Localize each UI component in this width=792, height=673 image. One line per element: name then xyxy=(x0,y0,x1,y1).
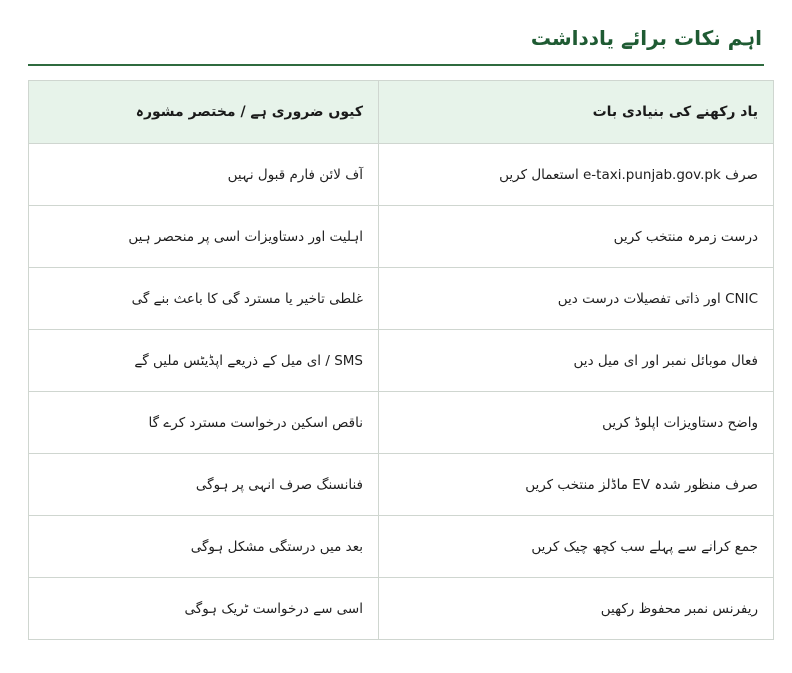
row-point-cell: ریفرنس نمبر محفوظ رکھیں xyxy=(379,578,774,640)
table-row xyxy=(29,454,774,516)
table-header-row xyxy=(29,81,774,144)
table-row xyxy=(29,516,774,578)
table-row xyxy=(29,144,774,206)
key-points-table xyxy=(28,80,774,640)
row-advice-cell: SMS / ای میل کے ذریعے اپڈیٹس ملیں گے xyxy=(29,330,379,392)
table-row xyxy=(29,330,774,392)
row-advice-cell: بعد میں درستگی مشکل ہوگی xyxy=(29,516,379,578)
heading-divider xyxy=(28,64,764,66)
table-row xyxy=(29,206,774,268)
row-advice-cell: اہلیت اور دستاویزات اسی پر منحصر ہیں xyxy=(29,206,379,268)
row-advice-cell: ناقص اسکین درخواست مسترد کرے گا xyxy=(29,392,379,454)
column-header-point: یاد رکھنے کی بنیادی بات xyxy=(379,81,774,144)
row-advice-cell: اسی سے درخواست ٹریک ہوگی xyxy=(29,578,379,640)
row-advice-cell: آف لائن فارم قبول نہیں xyxy=(29,144,379,206)
table-row xyxy=(29,392,774,454)
row-point-cell: صرف e-taxi.punjab.gov.pk استعمال کریں xyxy=(379,144,774,206)
column-header-advice: کیوں ضروری ہے / مختصر مشورہ xyxy=(29,81,379,144)
table-row xyxy=(29,578,774,640)
section-heading: اہم نکات برائے یادداشت xyxy=(530,26,762,50)
table-row xyxy=(29,268,774,330)
row-point-cell: جمع کرانے سے پہلے سب کچھ چیک کریں xyxy=(379,516,774,578)
row-point-cell: واضح دستاویزات اپلوڈ کریں xyxy=(379,392,774,454)
row-point-cell: صرف منظور شدہ EV ماڈلز منتخب کریں xyxy=(379,454,774,516)
row-point-cell: CNIC اور ذاتی تفصیلات درست دیں xyxy=(379,268,774,330)
row-advice-cell: غلطی تاخیر یا مسترد گی کا باعث بنے گی xyxy=(29,268,379,330)
row-point-cell: درست زمرہ منتخب کریں xyxy=(379,206,774,268)
row-point-cell: فعال موبائل نمبر اور ای میل دیں xyxy=(379,330,774,392)
row-advice-cell: فنانسنگ صرف انہی پر ہوگی xyxy=(29,454,379,516)
